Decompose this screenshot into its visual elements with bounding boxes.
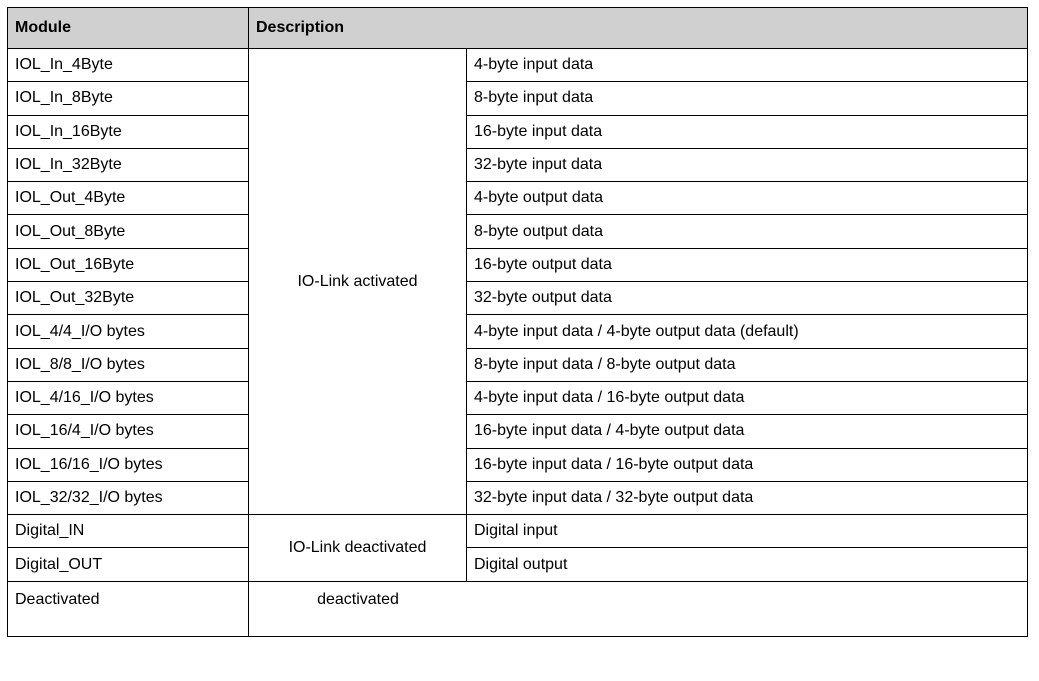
module-column-header: Module	[8, 8, 249, 49]
module-cell: IOL_4/16_I/O bytes	[8, 381, 249, 414]
description-cell: Digital output	[467, 548, 1028, 581]
table-row	[8, 315, 1028, 348]
description-cell: 16-byte output data	[467, 248, 1028, 281]
module-cell: IOL_Out_8Byte	[8, 215, 249, 248]
table-row	[8, 115, 1028, 148]
description-cell: 4-byte input data / 4-byte output data (default)	[467, 315, 1028, 348]
table-row	[8, 381, 1028, 414]
table-row	[8, 548, 1028, 581]
description-cell: 8-byte input data / 8-byte output data	[467, 348, 1028, 381]
module-cell: IOL_Out_16Byte	[8, 248, 249, 281]
table-row	[8, 448, 1028, 481]
description-cell: 8-byte output data	[467, 215, 1028, 248]
module-cell: IOL_In_32Byte	[8, 148, 249, 181]
module-cell: IOL_4/4_I/O bytes	[8, 315, 249, 348]
module-cell: IOL_32/32_I/O bytes	[8, 481, 249, 514]
table-row	[8, 215, 1028, 248]
description-cell: 16-byte input data / 16-byte output data	[467, 448, 1028, 481]
deactivated-description: deactivated	[317, 590, 399, 608]
header-row	[8, 8, 1028, 49]
module-cell: IOL_In_4Byte	[8, 49, 249, 82]
module-table	[7, 7, 1028, 637]
table-row	[8, 49, 1028, 82]
description-cell: 16-byte input data / 4-byte output data	[467, 415, 1028, 448]
description-cell: 8-byte input data	[467, 82, 1028, 115]
module-cell: IOL_Out_4Byte	[8, 182, 249, 215]
table-row	[8, 248, 1028, 281]
table-row	[8, 348, 1028, 381]
description-cell	[249, 581, 1028, 636]
description-column-header: Description	[249, 8, 1028, 49]
table-row	[8, 415, 1028, 448]
module-cell: IOL_In_16Byte	[8, 115, 249, 148]
description-cell: 32-byte output data	[467, 282, 1028, 315]
description-cell: 16-byte input data	[467, 115, 1028, 148]
module-cell: IOL_16/16_I/O bytes	[8, 448, 249, 481]
table-row	[8, 282, 1028, 315]
table-row	[8, 148, 1028, 181]
module-cell: Digital_IN	[8, 515, 249, 548]
description-cell: 4-byte output data	[467, 182, 1028, 215]
table-row	[8, 481, 1028, 514]
module-cell: IOL_In_8Byte	[8, 82, 249, 115]
module-cell: IOL_Out_32Byte	[8, 282, 249, 315]
description-cell: 32-byte input data / 32-byte output data	[467, 481, 1028, 514]
description-cell: Digital input	[467, 515, 1028, 548]
table-row	[8, 182, 1028, 215]
module-cell: IOL_16/4_I/O bytes	[8, 415, 249, 448]
io-link-activated-group-cell: IO-Link activated	[249, 49, 467, 515]
description-cell: 4-byte input data	[467, 49, 1028, 82]
module-cell: Digital_OUT	[8, 548, 249, 581]
description-cell: 32-byte input data	[467, 148, 1028, 181]
table-row-deactivated	[8, 581, 1028, 636]
io-link-deactivated-group-cell: IO-Link deactivated	[249, 515, 467, 582]
description-cell: 4-byte input data / 16-byte output data	[467, 381, 1028, 414]
module-cell: IOL_8/8_I/O bytes	[8, 348, 249, 381]
module-cell: Deactivated	[8, 581, 249, 636]
table-row	[8, 82, 1028, 115]
table-row	[8, 515, 1028, 548]
